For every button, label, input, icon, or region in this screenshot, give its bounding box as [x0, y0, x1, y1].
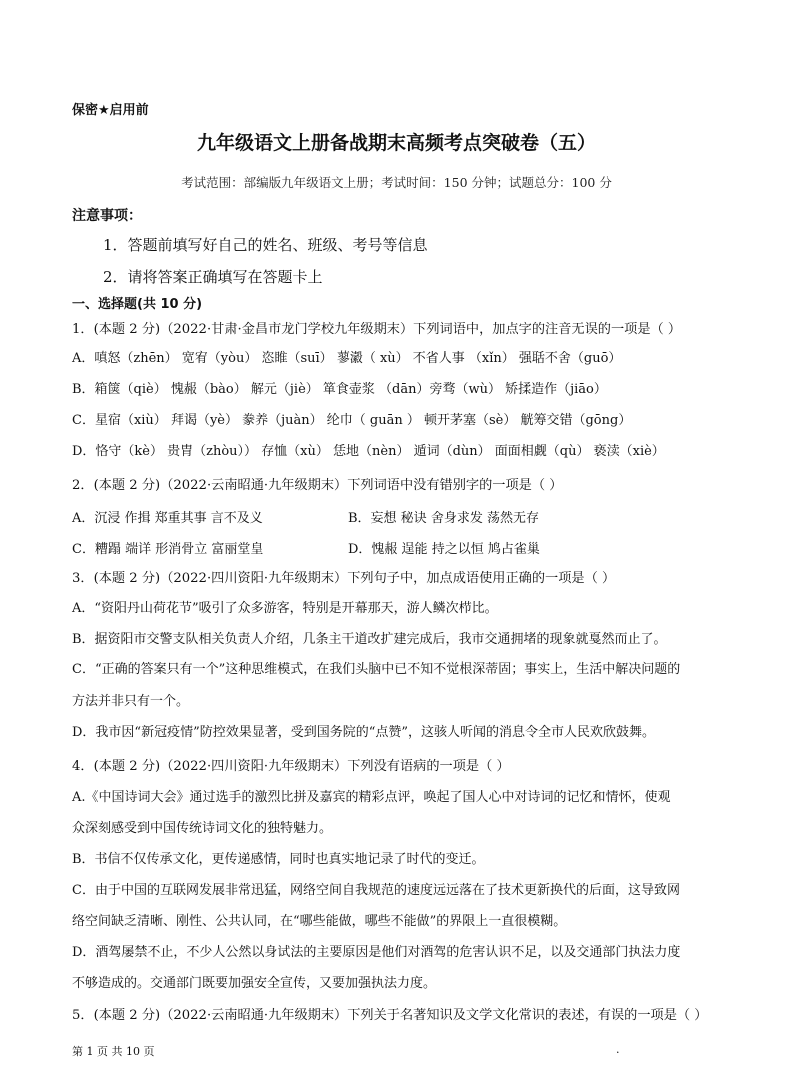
exam-info: 考试范围：部编版九年级语文上册；考试时间：150 分钟；试题总分：100 分 — [181, 175, 612, 190]
question-4-option-c-cont: 络空间缺乏清晰、刚性、公共认同，在“哪些能做，哪些不能做”的界限上一直很模糊。 — [72, 914, 567, 929]
question-1-stem: 1．(本题 2 分)（2022·甘肃·金昌市龙门学校九年级期末）下列词语中，加点字的注音无误的一项是（ ） — [72, 322, 682, 337]
question-1-option-a: A．嗔怒（zhēn） 宽宥（yòu） 恣睢（suī） 蓼瀫（ xù） 不省人事 （xǐn） 强聒不舍（guō） — [72, 351, 622, 366]
question-1-option-b: B．箱箧（qiè） 愧赧（bào） 解元（jiè） 箪食壶浆 （dān）旁骛（wù） 矫揉造作（jiāo） — [72, 382, 607, 397]
question-4-option-d: D．酒驾屡禁不止，不少人公然以身试法的主要原因是他们对酒驾的危害认识不足，以及交通部门执法力度 — [72, 945, 681, 960]
question-3-option-c-cont: 方法并非只有一个。 — [72, 694, 190, 709]
question-4-option-d-cont: 不够造成的。交通部门既要加强安全宣传，又要加强执法力度。 — [72, 976, 437, 991]
page-title: 九年级语文上册备战期末高频考点突破卷（五） — [196, 132, 596, 154]
confidential-label: 保密★启用前 — [72, 103, 149, 118]
question-4-option-a: A.《中国诗词大会》通过选手的激烈比拼及嘉宾的精彩点评，唤起了国人心中对诗词的记忆和情怀，使观 — [72, 790, 671, 805]
question-3-option-b: B．据资阳市交警支队相关负责人介绍，几条主干道改扩建完成后，我市交通拥堵的现象就戛然而止了。 — [72, 632, 667, 647]
question-4-option-b: B．书信不仅传承文化，更传递感情，同时也真实地记录了时代的变迁。 — [72, 852, 485, 867]
question-1-option-d: D．恪守（kè） 贵胄（zhòu）） 存恤（xù） 恁地（nèn） 遁词（dùn） 面面相觑（qù） 亵渎（xiè） — [72, 444, 665, 459]
question-3-option-d: D．我市因“新冠疫情”防控效果显著，受到国务院的“点赞”，这骇人听闻的消息令全市人民欢欣鼓舞。 — [72, 725, 656, 740]
section-heading: 一、选择题(共 10 分) — [72, 297, 203, 312]
notice-heading: 注意事项： — [72, 208, 142, 224]
notice-item: 1．答题前填写好自己的姓名、班级、考号等信息 — [103, 236, 428, 254]
question-2-option-b: B．妄想 秘诀 舍身求发 荡然无存 — [348, 511, 539, 526]
page-number: 第 1 页 共 10 页 — [72, 1045, 155, 1058]
question-4-option-a-cont: 众深刻感受到中国传统诗词文化的独特魅力。 — [72, 821, 333, 836]
question-3-stem: 3．(本题 2 分)（2022·四川资阳·九年级期末）下列句子中，加点成语使用正确的一项是（ ） — [72, 571, 616, 586]
question-2-option-a: A．沉浸 作揖 郑重其事 言不及义 — [72, 511, 263, 526]
question-2-option-c: C．糟蹋 端详 形消骨立 富丽堂皇 — [72, 542, 264, 557]
question-3-option-c: C．“正确的答案只有一个”这种思维模式，在我们头脑中已不知不觉根深蒂固；事实上，生活中解决问题的 — [72, 662, 681, 677]
question-2-option-d: D．愧赧 逞能 持之以恒 鸠占雀巢 — [348, 542, 540, 557]
question-2-stem: 2．(本题 2 分)（2022·云南昭通·九年级期末）下列词语中没有错别字的一项是（ ） — [72, 478, 563, 493]
question-3-option-a: A．“资阳丹山荷花节”吸引了众多游客，特别是开幕那天，游人鳞次栉比。 — [72, 601, 498, 616]
question-5-stem: 5．(本题 2 分)（2022·云南昭通·九年级期末）下列关于名著知识及文学文化常识的表述，有误的一项是（ ） — [72, 1008, 708, 1023]
question-4-option-c: C．由于中国的互联网发展非常迅猛，网络空间自我规范的速度远远落在了技术更新换代的后面，这导致网 — [72, 883, 680, 898]
notice-item: 2．请将答案正确填写在答题卡上 — [103, 268, 323, 286]
question-4-stem: 4．(本题 2 分)（2022·四川资阳·九年级期末）下列没有语病的一项是（ ） — [72, 759, 510, 774]
footer-dot: . — [616, 1043, 620, 1056]
question-1-option-c: C．星宿（xiù） 拜谒（yè） 豢养（juàn） 纶巾（ guān ） 顿开茅塞（sè） 觥筹交错（gōng） — [72, 413, 632, 428]
